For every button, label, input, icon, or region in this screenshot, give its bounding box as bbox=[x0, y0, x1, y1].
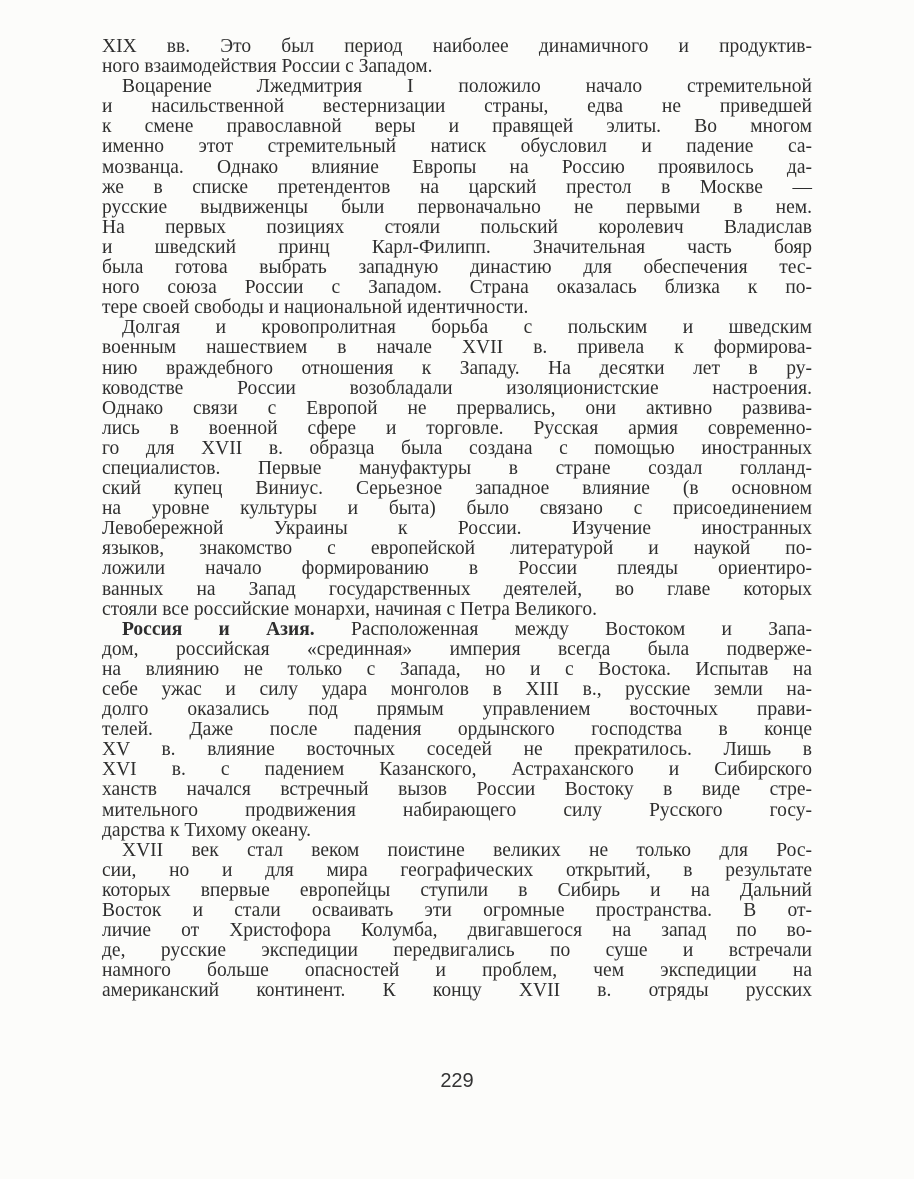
text-line: мительного продвижения набирающего силу Русского госу- bbox=[102, 799, 812, 821]
text-line: телей. Даже после падения ордынского господства в конце bbox=[102, 719, 812, 741]
text-line: на влиянию не только с Запада, но и с Востока. Испытав на bbox=[102, 658, 812, 680]
text-line: тере своей свободы и национальной идентичности. bbox=[102, 297, 529, 319]
text-line: XVI в. с падением Казанского, Астраханского и Сибирского bbox=[102, 759, 812, 781]
paragraph bbox=[102, 77, 812, 318]
text-line: которых впервые европейцы ступили в Сибирь и на Дальний bbox=[102, 879, 812, 901]
text-line: XV в. влияние восточных соседей не прекратилось. Лишь в bbox=[102, 739, 812, 761]
text-line: языков, знакомство с европейской литературой и наукой по- bbox=[102, 538, 812, 560]
paragraph bbox=[102, 318, 812, 619]
text-line: ководстве России возобладали изоляционистские настроения. bbox=[102, 377, 812, 399]
text-line: сии, но и для мира географических открытий, в результате bbox=[102, 859, 812, 881]
text-line: Однако связи с Европой не прервались, они активно развива- bbox=[102, 397, 812, 419]
text-line: намного больше опасностей и проблем, чем экспедиции на bbox=[102, 960, 812, 982]
text-line: ложили начало формированию в России плеяды ориентиро- bbox=[102, 558, 812, 580]
text-line: русские выдвиженцы были первоначально не первыми в нем. bbox=[102, 196, 812, 218]
paragraph bbox=[102, 620, 812, 841]
text-line: ного союза России с Западом. Страна оказалась близка к по- bbox=[102, 277, 812, 299]
text-line: именно этот стремительный натиск обусловил и падение са- bbox=[102, 136, 812, 158]
text-line: долго оказались под прямым управлением восточных прави- bbox=[102, 699, 812, 721]
text-line: к смене православной веры и правящей элиты. Во многом bbox=[102, 116, 812, 138]
text-line: специалистов. Первые мануфактуры в стране создал голланд- bbox=[102, 457, 812, 479]
text-line: ский купец Виниус. Серьезное западное влияние (в основном bbox=[102, 478, 812, 500]
text-line: де, русские экспедиции передвигались по суше и встречали bbox=[102, 940, 812, 962]
text-line: ханств начался встречный вызов России Востоку в виде стре- bbox=[102, 779, 812, 801]
text-line: стояли все российские монархи, начиная с Петра Великого. bbox=[102, 598, 597, 620]
text-line: На первых позициях стояли польский королевич Владислав bbox=[102, 216, 812, 238]
text-line: го для XVII в. образца была создана с помощью иностранных bbox=[102, 437, 812, 459]
text-line: ванных на Запад государственных деятелей, во главе которых bbox=[102, 578, 812, 600]
text-line: Восток и стали осваивать эти огромные пространства. В от- bbox=[102, 900, 812, 922]
text-line: Долгая и кровопролитная борьба с польским и шведским bbox=[122, 317, 812, 339]
text-line: себе ужас и силу удара монголов в XIII в., русские земли на- bbox=[102, 679, 812, 700]
paragraph bbox=[102, 37, 812, 77]
text-line: и насильственной вестернизации страны, едва не приведшей bbox=[102, 96, 812, 118]
page-body-text bbox=[102, 37, 812, 1002]
text-line: Левобережной Украины к России. Изучение иностранных bbox=[102, 518, 812, 540]
text-line: же в списке претендентов на царский престол в Москве — bbox=[102, 176, 812, 198]
text-line: американский континент. К концу XVII в. отряды русских bbox=[102, 980, 812, 1002]
text-line: личие от Христофора Колумба, двигавшегося на запад по во- bbox=[102, 920, 812, 942]
line-text: Расположенная между Востоком и Запа- bbox=[314, 618, 812, 640]
text-line: на уровне культуры и быта) было связано с присоединением bbox=[102, 498, 812, 520]
text-line: ного взаимодействия России с Западом. bbox=[102, 56, 433, 78]
text-line: была готова выбрать западную династию для обеспечения тес- bbox=[102, 257, 812, 279]
text-line: военным нашествием в начале XVII в. привела к формирова- bbox=[102, 337, 812, 359]
text-line: дарства к Тихому океану. bbox=[102, 819, 311, 841]
text-line: дом, российская «срединная» империя всегда была подверже- bbox=[102, 638, 812, 660]
page-number: 229 bbox=[440, 1070, 474, 1092]
text-line: мозванца. Однако влияние Европы на Россию проявилось да- bbox=[102, 156, 812, 178]
text-line: XVII век стал веком поистине великих не только для Рос- bbox=[122, 839, 812, 861]
paragraph bbox=[102, 841, 812, 1002]
text-line bbox=[102, 620, 812, 640]
section-heading: Россия и Азия. bbox=[122, 618, 315, 640]
text-line: нию враждебного отношения к Западу. На десятки лет в ру- bbox=[102, 357, 812, 379]
text-line: и шведский принц Карл-Филипп. Значительная часть бояр bbox=[102, 236, 812, 258]
text-line: Воцарение Лжедмитрия I положило начало стремительной bbox=[122, 76, 812, 98]
text-line: XIX вв. Это был период наиболее динамичного и продуктив- bbox=[102, 36, 812, 57]
text-line: лись в военной сфере и торговле. Русская армия современно- bbox=[102, 417, 812, 439]
